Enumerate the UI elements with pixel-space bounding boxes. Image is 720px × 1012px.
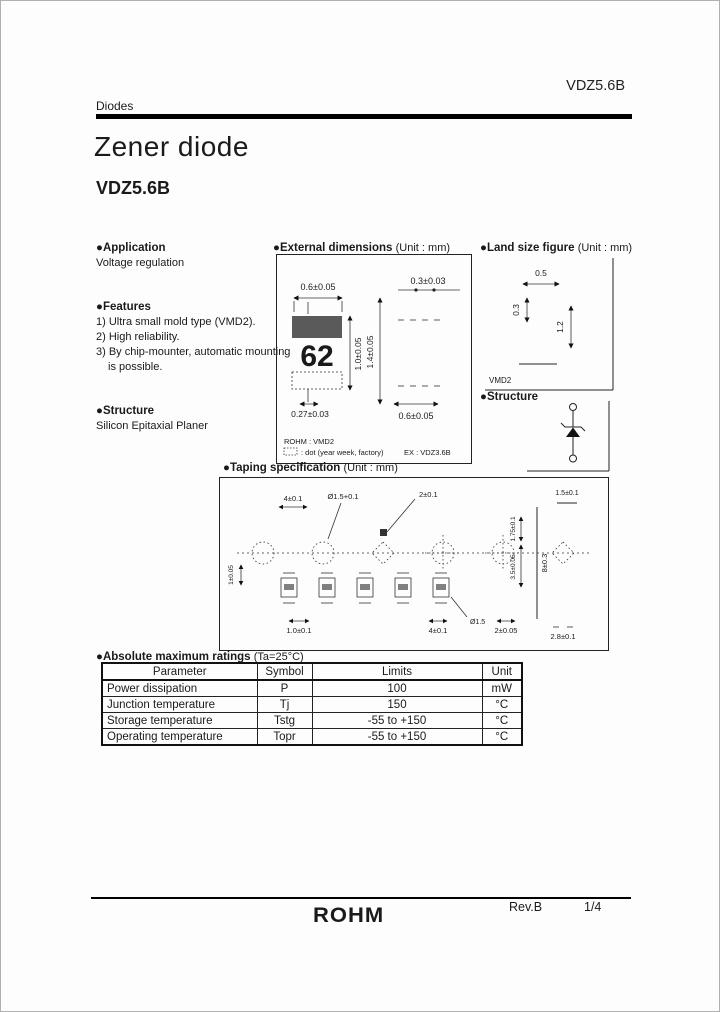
- taping-frame: [220, 478, 609, 651]
- table-row: [102, 729, 522, 746]
- cell-parameter: Power dissipation: [102, 680, 257, 697]
- marking-note-dot: : dot (year week, factory): [301, 448, 384, 457]
- feature-item: 1) Ultra small mold type (VMD2).: [96, 316, 256, 328]
- pocket-row: [281, 573, 449, 603]
- taping-dim-bottomright: 2.8±0.1: [550, 632, 576, 641]
- structure-diagram: [483, 393, 613, 473]
- cell-symbol: Tj: [257, 697, 312, 713]
- land-dim-gap: 0.3: [511, 304, 521, 316]
- dim-label-total-length: 1.4±0.05: [365, 335, 375, 369]
- marking-note-example: EX : VDZ3.6B: [404, 448, 451, 457]
- cell-symbol: Topr: [257, 729, 312, 746]
- dim-label-width-side: 0.6±0.05: [398, 411, 434, 421]
- cell-symbol: Tstg: [257, 713, 312, 729]
- col-header-unit: Unit: [482, 663, 522, 680]
- table-row: [102, 697, 522, 713]
- col-header-limits: Limits: [312, 663, 482, 680]
- footer-rule: [91, 897, 631, 899]
- page-title: Zener diode: [94, 131, 249, 162]
- application-body: Voltage regulation: [96, 257, 185, 269]
- external-dimensions-heading: [273, 242, 450, 254]
- cell-parameter: Junction temperature: [102, 697, 257, 713]
- taping-heading: [223, 462, 398, 474]
- external-dimensions-unit: (Unit : mm): [395, 242, 451, 254]
- table-row: [102, 680, 522, 697]
- chip-cathode-band: [292, 316, 342, 338]
- header-part-number: VDZ5.6B: [566, 78, 625, 94]
- structure-body: Silicon Epitaxial Planer: [96, 420, 208, 432]
- taping-dim-pitch: 4±0.1: [283, 494, 303, 503]
- cell-limits: 150: [312, 697, 482, 713]
- page-number: 1/4: [584, 900, 602, 914]
- taping-dim-hole: Ø1.5+0.1: [327, 492, 359, 501]
- land-size-heading: [480, 242, 632, 254]
- taping-dim-bottom2: 4±0.1: [428, 626, 448, 635]
- col-header-parameter: Parameter: [102, 663, 257, 680]
- taping-dim-right2: 3.5±0.05: [510, 554, 517, 580]
- chip-marking: 62: [300, 340, 334, 373]
- header-rule: [96, 114, 632, 119]
- cell-limits: -55 to +150: [312, 729, 482, 746]
- structure-heading-left: ●Structure: [96, 405, 155, 417]
- taping-heading-text: ●Taping specification: [223, 462, 341, 474]
- taping-unit: (Unit : mm): [343, 462, 398, 474]
- side-view-dashes: [398, 320, 440, 386]
- cell-limits: 100: [312, 680, 482, 697]
- taping-dim-bottom3: 2±0.05: [494, 626, 518, 635]
- abs-max-condition: (Ta=25°C): [253, 651, 304, 663]
- land-size-unit: (Unit : mm): [577, 242, 633, 254]
- cell-unit: °C: [482, 729, 522, 746]
- land-size-diagram: [483, 254, 615, 392]
- land-size-heading-text: ●Land size figure: [480, 242, 575, 254]
- col-header-symbol: Symbol: [257, 663, 312, 680]
- features-heading: ●Features: [96, 301, 151, 313]
- table-header-row: [102, 663, 522, 680]
- dot-box-glyph: [284, 448, 297, 455]
- feature-item-continuation: is possible.: [108, 361, 163, 373]
- land-package-label: VMD2: [489, 376, 512, 385]
- taping-dim-diag: Ø1.5: [470, 619, 486, 626]
- cell-symbol: P: [257, 680, 312, 697]
- taping-dim-topright: 1.5±0.1: [555, 490, 579, 497]
- taping-dim-right1: 1.75±0.1: [510, 516, 517, 542]
- cell-unit: mW: [482, 680, 522, 697]
- dim-label-lead-thickness: 0.3±0.03: [410, 276, 446, 286]
- table-row: [102, 713, 522, 729]
- abs-max-table: [101, 662, 523, 746]
- application-heading: ●Application: [96, 242, 166, 254]
- taping-dim-left: 1±0.05: [228, 565, 235, 585]
- land-dim-length: 1.2: [555, 321, 565, 333]
- feature-item: 3) By chip-mounter, automatic mounting: [96, 346, 291, 358]
- external-dimensions-diagram: [276, 254, 472, 464]
- taping-diagram: [219, 477, 609, 651]
- dim-label-body-length: 1.0±0.05: [353, 337, 363, 371]
- cell-limits: -55 to +150: [312, 713, 482, 729]
- chip-bottom-electrode-outline: [292, 372, 342, 389]
- pocket-center-mark: [380, 529, 387, 536]
- external-dimensions-heading-text: ●External dimensions: [273, 242, 393, 254]
- marking-note-line1: ROHM : VMD2: [284, 437, 335, 446]
- taping-dim-pocket: 2±0.1: [419, 490, 438, 499]
- land-dim-width: 0.5: [535, 268, 547, 278]
- category-label: Diodes: [96, 99, 134, 113]
- rohm-logo: ROHM: [313, 903, 385, 927]
- feature-item: 2) High reliability.: [96, 331, 180, 343]
- cell-unit: °C: [482, 697, 522, 713]
- taping-dim-right3: 8±0.3: [540, 553, 549, 573]
- cell-parameter: Storage temperature: [102, 713, 257, 729]
- dim-label-width-top: 0.6±0.05: [300, 282, 336, 292]
- cell-parameter: Operating temperature: [102, 729, 257, 746]
- dim-label-electrode: 0.27±0.03: [291, 409, 329, 419]
- abs-max-heading-text: ●Absolute maximum ratings: [96, 651, 251, 663]
- revision-label: Rev.B: [509, 900, 543, 914]
- part-number-title: VDZ5.6B: [96, 178, 171, 198]
- zener-diode-symbol: [561, 404, 585, 463]
- cell-unit: °C: [482, 713, 522, 729]
- taping-dim-bottom1: 1.0±0.1: [286, 626, 312, 635]
- structure-heading-right: ●Structure: [480, 391, 539, 403]
